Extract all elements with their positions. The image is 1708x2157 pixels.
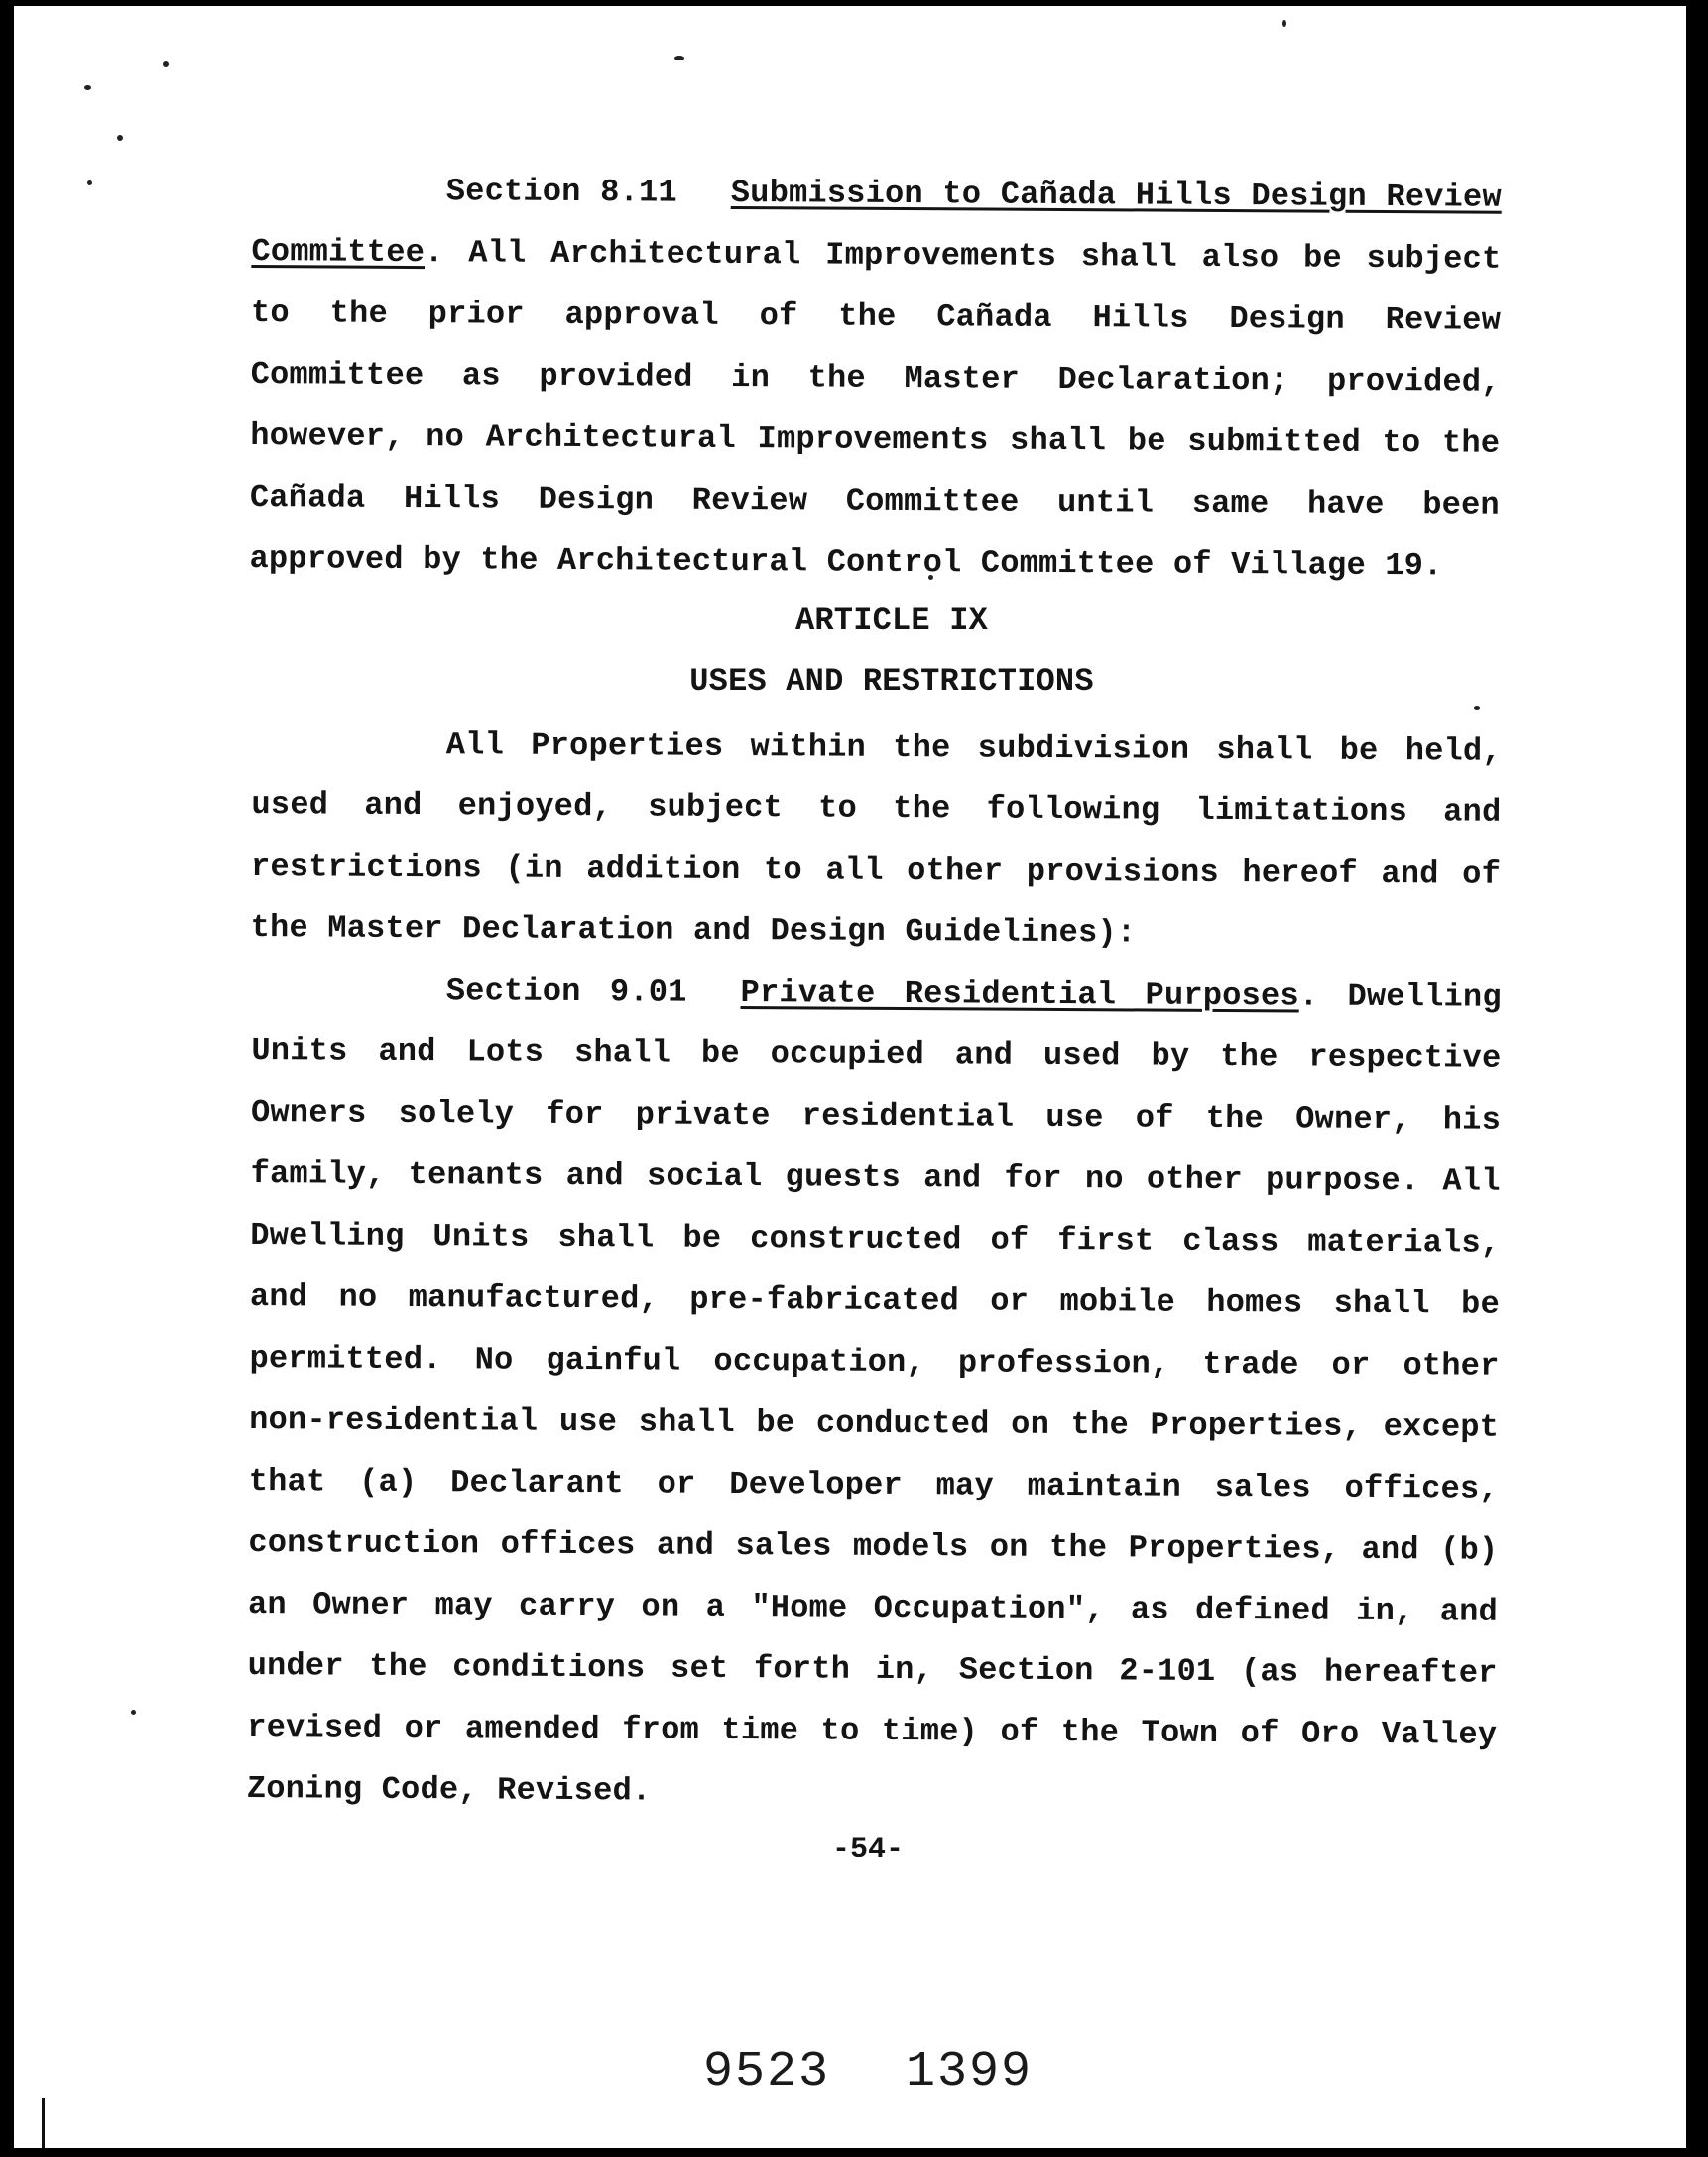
section-9-01-number: Section 9.01: [445, 972, 687, 1011]
document-page: [14, 6, 1686, 2148]
document-body: [246, 160, 1502, 1820]
page-number: -54-: [831, 1833, 904, 1866]
article-intro-paragraph: All Properties within the subdivision shall be held, used and enjoyed, subject to the following limitations and restrictions (in addition to all other provisions hereof and of the Master Declaration and Design Guidelines):: [250, 726, 1502, 952]
scan-speck: [84, 85, 91, 90]
bottom-code-right: 1399: [906, 2044, 1034, 2100]
scan-speck: [674, 56, 684, 60]
section-9-01-paragraph: [247, 959, 1502, 1828]
article-title: USES AND RESTRICTIONS: [689, 663, 1094, 700]
section-8-11-body: . All Architectural Improvements shall also be subject to the prior approval of the Cañada Hills Design Review Committee as provided in the Master Declaration; provided, however, no Architectural Improvements shall be submitted to the Cañada Hills Design Review Committee until same have been approved by the Architectural Control Committee of Village 19.: [249, 234, 1502, 585]
scan-speck: [117, 135, 123, 141]
bottom-document-codes: [14, 2044, 1686, 2100]
section-8-11-title: Submission to Cañada Hills Design Review Committee: [251, 174, 1502, 272]
bottom-code-left: 9523: [702, 2044, 830, 2100]
scan-speck: [163, 61, 169, 67]
scan-speck: [1282, 20, 1286, 27]
article-number: ARTICLE IX: [794, 602, 989, 639]
scan-speck: [131, 1710, 136, 1715]
scan-speck: [87, 180, 92, 185]
section-9-01-body: . Dwelling Units and Lots shall be occupied and used by the respective Owners solely for private residential use of the Owner, his family, tenants and social guests and for no other purpose. All Dwelling Units shall be constructed of first class materials, and no manufactured, pre-fabricated or mobile homes shall be permitted. No gainful occupation, profession, trade or other non-residential use shall be conducted on the Properties, except that (a) Declarant or Developer may maintain sales offices, construction offices and sales models on the Properties, and (b) an Owner may carry on a "Home Occupation", as defined in, and under the conditions set forth in, Section 2-101 (as hereafter revised or amended from time to time) of the Town of Oro Valley Zoning Code, Revised.: [246, 977, 1502, 1810]
scan-edge-line: [42, 2098, 45, 2148]
section-8-11-paragraph: [249, 160, 1502, 598]
section-9-01-title: Private Residential Purposes: [740, 974, 1299, 1015]
section-8-11-number: Section 8.11: [445, 173, 677, 211]
